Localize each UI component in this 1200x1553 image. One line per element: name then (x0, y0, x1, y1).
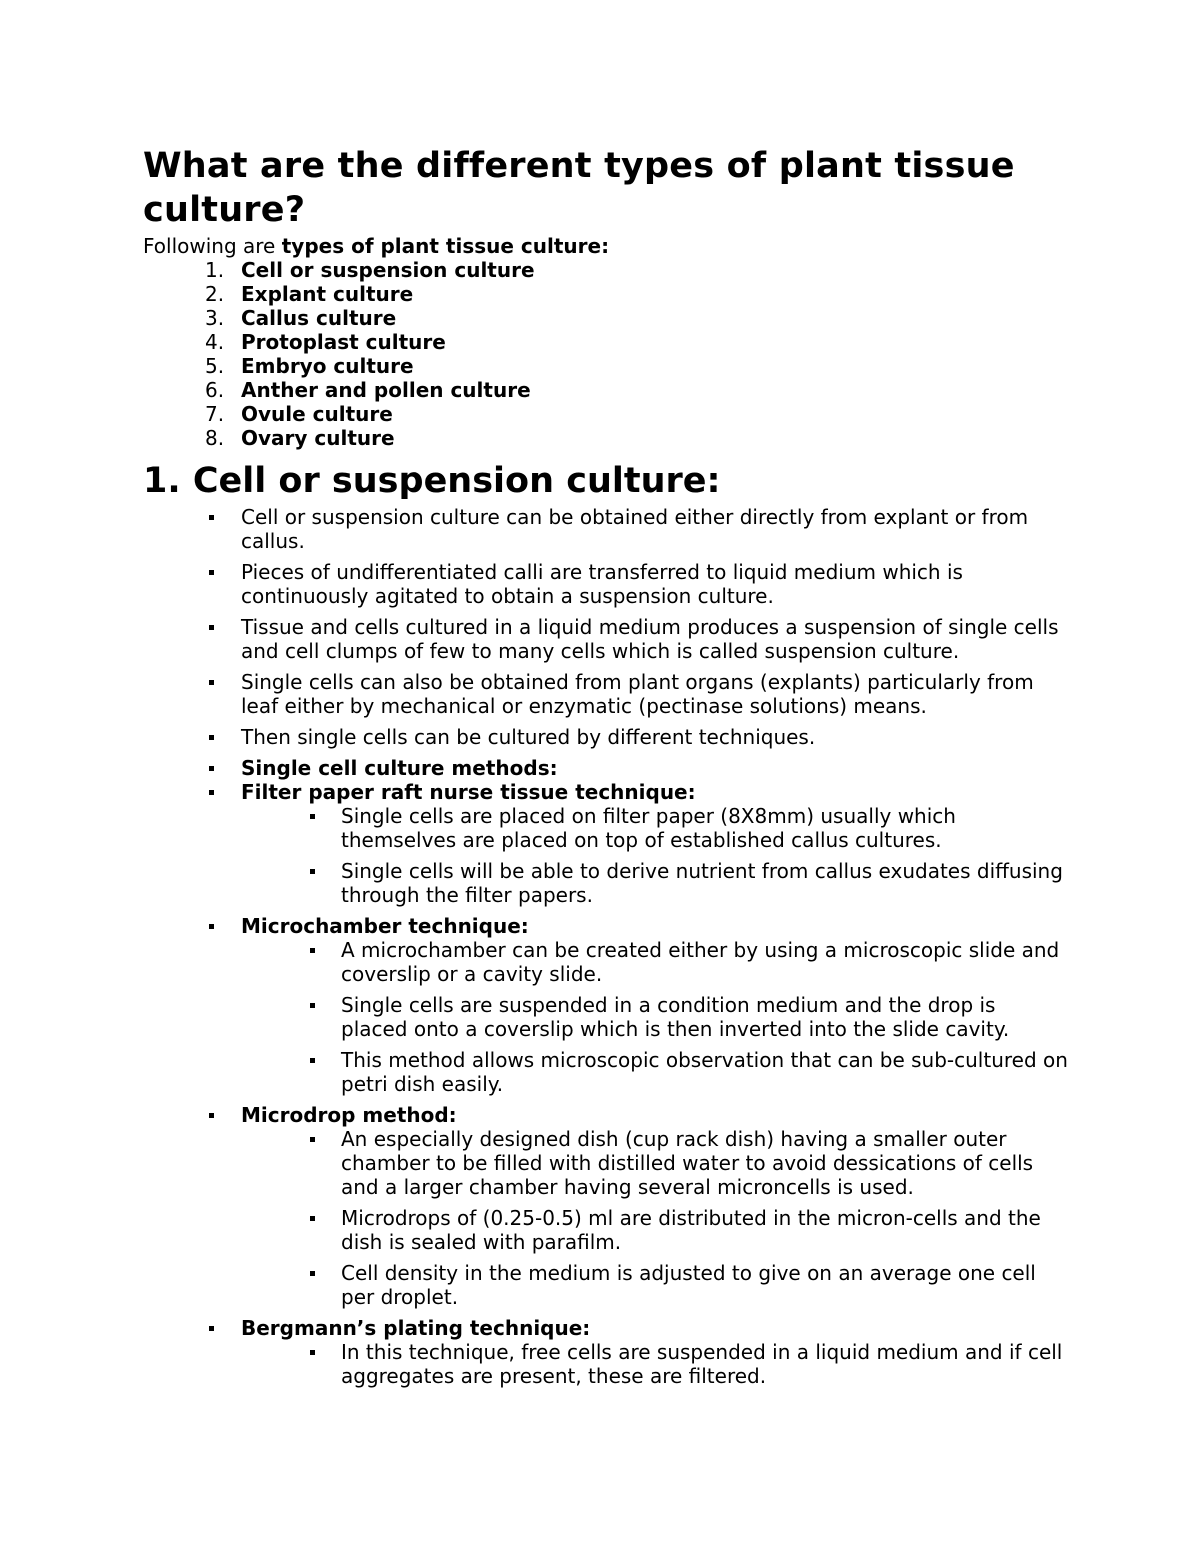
bullet-item (143, 725, 1068, 749)
list-item-label: Anther and pollen culture (241, 378, 531, 402)
types-list-item (143, 402, 1068, 426)
list-item-label: Ovary culture (241, 426, 395, 450)
page-title: What are the different types of plant tissue culture? (143, 146, 1015, 230)
list-number: 3. (205, 306, 225, 330)
square-bullet-icon (310, 948, 315, 953)
square-bullet-icon (310, 1058, 315, 1063)
bullet-text: Tissue and cells cultured in a liquid medium produces a suspension of single cells and cell clumps of few to many cells which is called suspension culture. (241, 615, 1059, 663)
bullet-text: Single cells are suspended in a condition medium and the drop is placed onto a coverslip which is then inverted into the slide cavity. (341, 993, 1010, 1041)
square-bullet-icon (310, 1216, 315, 1221)
intro-bold: types of plant tissue culture: (281, 234, 610, 258)
bullet-text: An especially designed dish (cup rack dish) having a smaller outer chamber to be filled with distilled water to avoid dessications of cells and a larger chamber having several microncells is used. (341, 1127, 1034, 1199)
methods-heading: Single cell culture methods: (241, 756, 558, 780)
bullet-text: Single cells will be able to derive nutrient from callus exudates diffusing through the filter papers. (341, 859, 1063, 907)
list-item-label: Embryo culture (241, 354, 414, 378)
filter-paper-heading: Filter paper raft nurse tissue technique: (241, 780, 696, 804)
types-list-item (143, 426, 1068, 450)
list-number: 4. (205, 330, 225, 354)
square-bullet-icon (209, 625, 214, 630)
types-list-item (143, 282, 1068, 306)
bullet-text: Cell density in the medium is adjusted to give on an average one cell per droplet. (341, 1261, 1036, 1309)
list-number: 8. (205, 426, 225, 450)
bullet-item (143, 560, 1068, 608)
bullet-item-heading (143, 914, 1068, 1096)
square-bullet-icon (209, 924, 214, 929)
bullet-text: Pieces of undifferentiated calli are transferred to liquid medium which is continuously agitated to obtain a suspension culture. (241, 560, 963, 608)
square-bullet-icon (310, 814, 315, 819)
section-bullet-list (143, 505, 1068, 1388)
filter-paper-sublist (241, 804, 1068, 907)
bullet-text: A microchamber can be created either by using a microscopic slide and coverslip or a cavity slide. (341, 938, 1060, 986)
types-list-item (143, 258, 1068, 282)
intro-paragraph (143, 234, 1068, 258)
square-bullet-icon (310, 869, 315, 874)
list-number: 1. (205, 258, 225, 282)
sub-bullet-item (143, 859, 1068, 907)
square-bullet-icon (310, 1350, 315, 1355)
types-list (143, 258, 1068, 450)
bullet-text: This method allows microscopic observation that can be sub-cultured on petri dish easily. (341, 1048, 1068, 1096)
list-number: 7. (205, 402, 225, 426)
bullet-text: Microdrops of (0.25-0.5) ml are distributed in the micron-cells and the dish is sealed with parafilm. (341, 1206, 1041, 1254)
square-bullet-icon (209, 790, 214, 795)
list-number: 5. (205, 354, 225, 378)
microdrop-sublist (241, 1127, 1068, 1309)
section-heading: 1. Cell or suspension culture: (143, 461, 721, 501)
list-item-label: Protoplast culture (241, 330, 446, 354)
bergmann-sublist (241, 1340, 1068, 1388)
sub-bullet-item (143, 1261, 1068, 1309)
sub-bullet-item (143, 1206, 1068, 1254)
list-item-label: Explant culture (241, 282, 414, 306)
square-bullet-icon (209, 766, 214, 771)
sub-bullet-item (143, 993, 1068, 1041)
microchamber-heading: Microchamber technique: (241, 914, 529, 938)
document-content (143, 144, 1068, 1395)
bullet-item (143, 505, 1068, 553)
intro-prefix: Following are (143, 234, 282, 258)
bullet-item (143, 670, 1068, 718)
square-bullet-icon (310, 1271, 315, 1276)
bullet-text: Single cells are placed on filter paper (8X8mm) usually which themselves are placed on top of established callus cultures. (341, 804, 956, 852)
sub-bullet-item (143, 1048, 1068, 1096)
bergmann-heading: Bergmann’s plating technique: (241, 1316, 591, 1340)
sub-bullet-item (143, 938, 1068, 986)
square-bullet-icon (209, 680, 214, 685)
bullet-text: Then single cells can be cultured by different techniques. (241, 725, 816, 749)
list-item-label: Cell or suspension culture (241, 258, 535, 282)
bullet-item-heading (143, 756, 1068, 780)
sub-bullet-item (143, 804, 1068, 852)
square-bullet-icon (209, 570, 214, 575)
types-list-item (143, 378, 1068, 402)
bullet-text: Single cells can also be obtained from plant organs (explants) particularly from leaf either by mechanical or enzymatic (pectinase solutions) means. (241, 670, 1034, 718)
bullet-text: Cell or suspension culture can be obtained either directly from explant or from callus. (241, 505, 1029, 553)
square-bullet-icon (209, 515, 214, 520)
list-item-label: Ovule culture (241, 402, 393, 426)
bullet-item (143, 615, 1068, 663)
square-bullet-icon (209, 735, 214, 740)
bullet-text: In this technique, free cells are suspended in a liquid medium and if cell aggregates are present, these are filtered. (341, 1340, 1063, 1388)
sub-bullet-item (143, 1127, 1068, 1199)
microdrop-heading: Microdrop method: (241, 1103, 457, 1127)
square-bullet-icon (209, 1326, 214, 1331)
types-list-item (143, 306, 1068, 330)
types-list-item (143, 354, 1068, 378)
list-item-label: Callus culture (241, 306, 397, 330)
square-bullet-icon (310, 1003, 315, 1008)
microchamber-sublist (241, 938, 1068, 1096)
square-bullet-icon (209, 1113, 214, 1118)
square-bullet-icon (310, 1137, 315, 1142)
list-number: 2. (205, 282, 225, 306)
types-list-item (143, 330, 1068, 354)
bullet-item-heading (143, 1103, 1068, 1309)
sub-bullet-item (143, 1340, 1068, 1388)
bullet-item-heading (143, 1316, 1068, 1388)
list-number: 6. (205, 378, 225, 402)
bullet-item-heading (143, 780, 1068, 907)
